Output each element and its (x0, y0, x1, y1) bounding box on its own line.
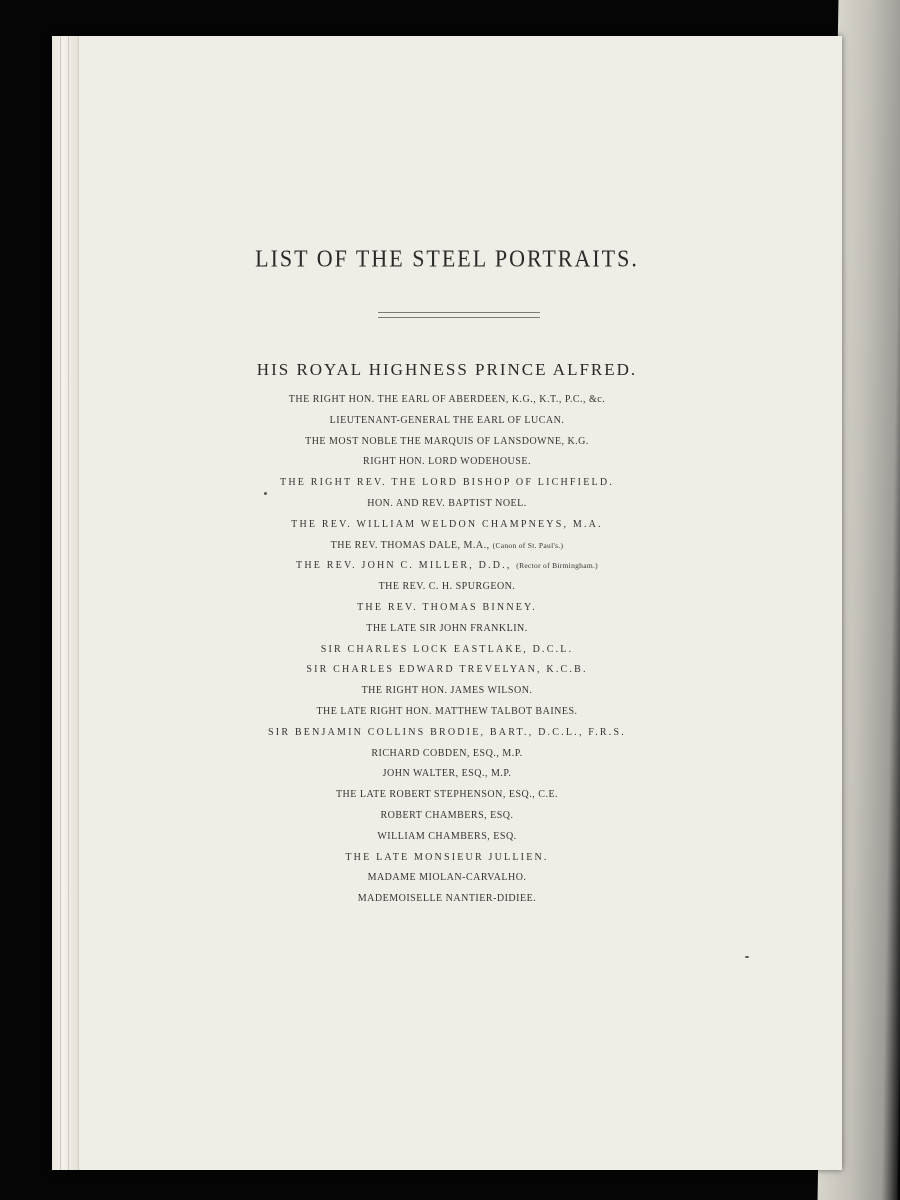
entry-text: RICHARD COBDEN, ESQ., M.P. (371, 747, 523, 759)
entry-text: SIR BENJAMIN COLLINS BRODIE, BART., D.C.L., F.R.S. (268, 726, 626, 738)
title-rule-divider (378, 312, 540, 318)
entry-text: THE MOST NOBLE THE MARQUIS OF LANSDOWNE, K.G. (305, 435, 589, 447)
entry-text: WILLIAM CHAMBERS, ESQ. (377, 830, 517, 842)
entry-text: THE REV. C. H. SPURGEON. (378, 581, 516, 593)
portrait-entry (52, 640, 842, 661)
portrait-entry (52, 494, 842, 515)
portrait-entry (52, 848, 842, 869)
entry-text: THE LATE RIGHT HON. MATTHEW TALBOT BAINES. (316, 705, 578, 717)
book-page (52, 36, 842, 1170)
ink-speck (745, 956, 749, 958)
entry-text: MADEMOISELLE NANTIER-DIDIEE. (357, 893, 537, 905)
entry-note: (Canon of St. Paul's.) (492, 540, 564, 550)
entry-text: THE LATE MONSIEUR JULLIEN. (345, 851, 549, 863)
lead-entry: HIS ROYAL HIGHNESS PRINCE ALFRED. (256, 360, 638, 379)
portrait-entry (52, 889, 842, 910)
portrait-entry (52, 681, 842, 702)
portrait-entry (52, 577, 842, 598)
portrait-entry (52, 827, 842, 848)
entry-text: THE LATE ROBERT STEPHENSON, ESQ., C.E. (335, 789, 559, 801)
portrait-entry (52, 515, 842, 536)
entry-text: THE RIGHT HON. THE EARL OF ABERDEEN, K.G., K.T., P.C., &c. (288, 394, 606, 405)
portrait-entry (52, 744, 842, 765)
entry-text: RIGHT HON. LORD WODEHOUSE. (363, 456, 531, 468)
entry-text: MADAME MIOLAN-CARVALHO. (367, 872, 527, 884)
entry-text: JOHN WALTER, ESQ., M.P. (382, 768, 512, 780)
entry-text: THE REV. THOMAS BINNEY. (357, 601, 537, 613)
portrait-entry (52, 702, 842, 723)
page-title: LIST OF THE STEEL PORTRAITS. (255, 244, 639, 272)
entry-text: THE REV. JOHN C. MILLER, D.D., (296, 560, 512, 572)
portrait-entry (52, 868, 842, 889)
portrait-entry (52, 785, 842, 806)
ink-speck (264, 492, 267, 495)
portrait-entry (52, 473, 842, 494)
entry-text: THE REV. WILLIAM WELDON CHAMPNEYS, M.A. (291, 518, 603, 530)
portrait-entry (52, 432, 842, 453)
portrait-entry (52, 556, 842, 577)
portrait-entry (52, 764, 842, 785)
entry-text: THE LATE SIR JOHN FRANKLIN. (366, 622, 528, 634)
portrait-entry (52, 390, 842, 411)
entry-text: THE REV. THOMAS DALE, M.A., (330, 539, 490, 551)
entry-text: SIR CHARLES EDWARD TREVELYAN, K.C.B. (306, 664, 588, 676)
entry-note: (Rector of Birmingham.) (516, 561, 598, 571)
portrait-entry (52, 619, 842, 640)
entry-text: THE RIGHT HON. JAMES WILSON. (361, 685, 533, 697)
portrait-entry (52, 411, 842, 432)
entry-text: HON. AND REV. BAPTIST NOEL. (367, 497, 527, 509)
portrait-entry (52, 598, 842, 619)
portrait-list (52, 390, 842, 910)
entry-text: THE RIGHT REV. THE LORD BISHOP OF LICHFIELD. (280, 477, 614, 489)
portrait-entry (52, 536, 842, 557)
entry-text: ROBERT CHAMBERS, ESQ. (380, 809, 514, 821)
entry-text: SIR CHARLES LOCK EASTLAKE, D.C.L. (320, 643, 574, 655)
portrait-entry (52, 660, 842, 681)
portrait-entry (52, 723, 842, 744)
portrait-entry (52, 806, 842, 827)
portrait-entry (52, 452, 842, 473)
entry-text: LIEUTENANT-GENERAL THE EARL OF LUCAN. (329, 414, 565, 426)
